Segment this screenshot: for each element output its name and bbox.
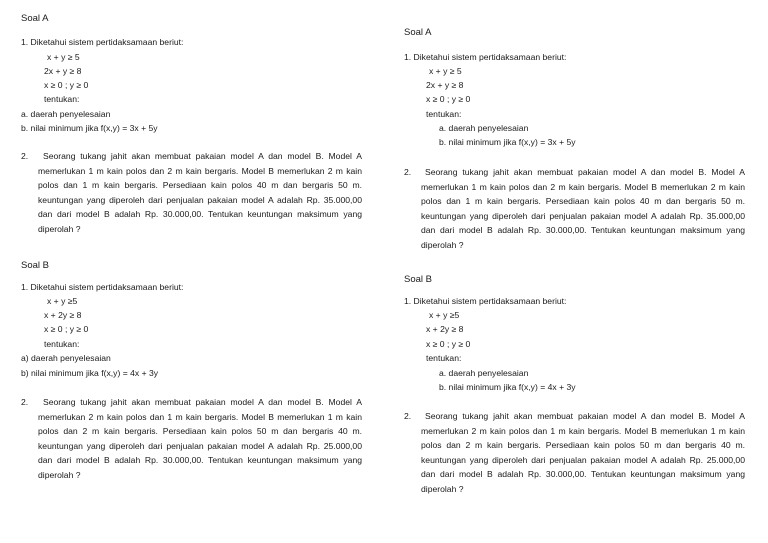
soal-a-q2-text: Seorang tukang jahit akan membuat pakaian model A dan model B. Model A memerlukan 1 m kain polos dan 2 m kain bergaris. Model B memerlukan 2 m kain polos dan 1 m kain bergaris. Persediaan kain polos 40 m dan bergaris 50 m. keuntungan yang diperoleh dari penjualan pakaian model A adalah Rp. 35.000,00 dan dari model B adalah Rp. 30.000,00. Tentukan keuntungan maksimum yang diperolah ?: [421, 167, 745, 250]
soal-b-q2-number: 2.: [21, 397, 29, 407]
soal-a-tentukan: tentukan:: [426, 109, 462, 119]
soal-a-q2-text: Seorang tukang jahit akan membuat pakaian model A dan model B. Model A memerlukan 1 m kain polos dan 2 m kain bergaris. Model B memerlukan 2 m kain polos dan 1 m kain bergaris. Persediaan kain polos 40 m dan bergaris 50 m. keuntungan yang diperoleh dari penjualan pakaian model A adalah Rp. 35.000,00 dan dari model B adalah Rp. 30.000,00. Tentukan keuntungan maksimum yang diperolah ?: [38, 151, 362, 234]
soal-b-ineq-1: x + y ≥5: [429, 310, 460, 320]
soal-b-ineq-1: x + y ≥5: [47, 296, 78, 306]
soal-a-ineq-1: x + y ≥ 5: [429, 66, 462, 76]
soal-b-q1-b: b. nilai minimum jika f(x,y) = 4x + 3y: [439, 382, 576, 392]
soal-b-q2-text: Seorang tukang jahit akan membuat pakaian model A dan model B. Model A memerlukan 2 m kain polos dan 1 m kain bergaris. Model B memerlukan 1 m kain polos dan 2 m kain bergaris. Persediaan kain polos 50 m dan bergaris 40 m. keuntungan yang diperoleh dari penjualan pakaian model A adalah Rp. 25.000,00 dan dari model B adalah Rp. 30.000,00. Tentukan keuntungan maksimum yang diperolah ?: [38, 397, 362, 480]
soal-a-q2-number: 2.: [404, 167, 412, 177]
soal-b-q2-number: 2.: [404, 411, 412, 421]
soal-b-q1-intro: 1. Diketahui sistem pertidaksamaan beriut:: [404, 296, 567, 306]
soal-b-heading: Soal B: [21, 260, 49, 271]
soal-a-heading: Soal A: [21, 13, 49, 24]
soal-b-tentukan: tentukan:: [426, 353, 462, 363]
soal-b-ineq-3: x ≥ 0 ; y ≥ 0: [426, 339, 471, 349]
soal-b-ineq-3: x ≥ 0 ; y ≥ 0: [44, 324, 89, 334]
soal-b-q1-a: a. daerah penyelesaian: [439, 368, 529, 378]
soal-b-q1-a: a) daerah penyelesaian: [21, 353, 111, 363]
soal-b-ineq-2: x + 2y ≥ 8: [44, 310, 82, 320]
soal-a-q1-a: a. daerah penyelesaian: [439, 123, 529, 133]
soal-b-heading: Soal B: [404, 274, 432, 285]
soal-a-ineq-1: x + y ≥ 5: [47, 52, 80, 62]
soal-b-tentukan: tentukan:: [44, 339, 80, 349]
soal-a-q1-intro: 1. Diketahui sistem pertidaksamaan beriut:: [21, 37, 184, 47]
soal-a-tentukan: tentukan:: [44, 94, 80, 104]
soal-a-q1-b: b. nilai minimum jika f(x,y) = 3x + 5y: [21, 123, 158, 133]
soal-b-q1-b: b) nilai minimum jika f(x,y) = 4x + 3y: [21, 368, 159, 378]
soal-b-q2-text: Seorang tukang jahit akan membuat pakaian model A dan model B. Model A memerlukan 2 m kain polos dan 1 m kain bergaris. Model B memerlukan 1 m kain polos dan 2 m kain bergaris. Persediaan kain polos 50 m dan bergaris 40 m. keuntungan yang diperoleh dari penjualan pakaian model A adalah Rp. 25.000,00 dan dari model B adalah Rp. 30.000,00. Tentukan keuntungan maksimum yang diperolah ?: [421, 411, 745, 494]
soal-b-ineq-2: x + 2y ≥ 8: [426, 324, 464, 334]
soal-b-q1-intro: 1. Diketahui sistem pertidaksamaan beriut:: [21, 282, 184, 292]
soal-a-heading: Soal A: [404, 27, 432, 38]
soal-a-q2-number: 2.: [21, 151, 29, 161]
soal-a-q1-b: b. nilai minimum jika f(x,y) = 3x + 5y: [439, 137, 576, 147]
soal-a-ineq-3: x ≥ 0 ; y ≥ 0: [426, 94, 471, 104]
soal-a-ineq-3: x ≥ 0 ; y ≥ 0: [44, 80, 89, 90]
soal-a-ineq-2: 2x + y ≥ 8: [44, 66, 82, 76]
soal-a-q1-intro: 1. Diketahui sistem pertidaksamaan beriut:: [404, 52, 567, 62]
soal-a-ineq-2: 2x + y ≥ 8: [426, 80, 464, 90]
soal-a-q1-a: a. daerah penyelesaian: [21, 109, 111, 119]
